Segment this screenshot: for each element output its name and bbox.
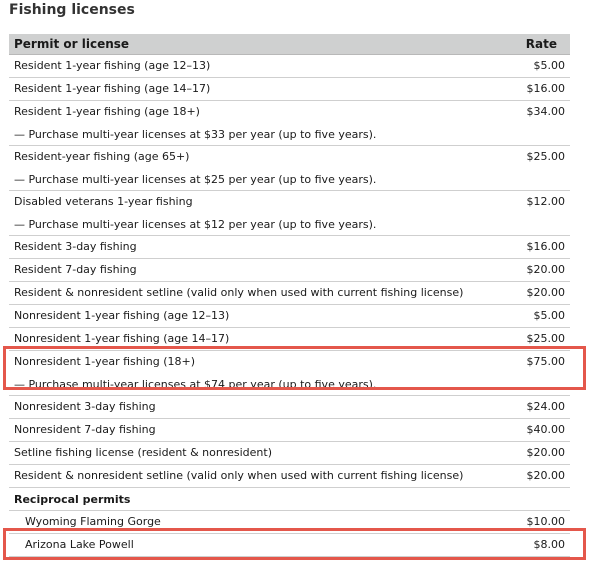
table-row: [9, 465, 570, 488]
fishing-license-table: [9, 34, 570, 557]
table-row-highlighted: [9, 351, 570, 396]
table-row: [9, 305, 570, 328]
license-rate: $20.00: [526, 263, 565, 276]
license-name: Resident & nonresident setline (valid only when used with current fishing license): [14, 286, 464, 299]
license-rate: $16.00: [526, 240, 565, 253]
license-rate: $12.00: [526, 195, 565, 208]
license-rate: $5.00: [533, 309, 565, 322]
page-title: Fishing licenses: [9, 2, 135, 18]
table-row: [9, 282, 570, 305]
table-row: [9, 78, 570, 101]
table-row: [9, 328, 570, 351]
license-name: Resident-year fishing (age 65+): [14, 150, 190, 163]
license-rate: $20.00: [526, 446, 565, 459]
table-row: [9, 146, 570, 191]
license-name: Setline fishing license (resident & nonresident): [14, 446, 273, 459]
license-name: Resident 7-day fishing: [14, 263, 137, 276]
license-rate: $5.00: [533, 59, 565, 72]
table-row: [9, 419, 570, 442]
section-heading: Reciprocal permits: [9, 488, 570, 511]
license-rate: $16.00: [526, 82, 565, 95]
license-rate: $20.00: [526, 469, 565, 482]
license-note: — Purchase multi-year licenses at $74 per year (up to five years).: [14, 377, 377, 391]
table-row: [9, 101, 570, 146]
rate-column-header: Rate: [525, 37, 557, 51]
license-note: — Purchase multi-year licenses at $12 per year (up to five years).: [14, 217, 377, 231]
license-rate: $24.00: [526, 400, 565, 413]
table-row: [9, 259, 570, 282]
license-rate: $25.00: [526, 332, 565, 345]
license-note: — Purchase multi-year licenses at $33 per year (up to five years).: [14, 127, 377, 141]
license-rate: $40.00: [526, 423, 565, 436]
license-name: Resident 3-day fishing: [14, 240, 137, 253]
table-row: [9, 511, 570, 534]
license-name: Nonresident 1-year fishing (age 12–13): [14, 309, 230, 322]
license-name: Nonresident 1-year fishing (age 14–17): [14, 332, 230, 345]
license-name: Resident 1-year fishing (age 14–17): [14, 82, 211, 95]
license-rate: $20.00: [526, 286, 565, 299]
permit-column-header: Permit or license: [14, 37, 130, 51]
license-name: Nonresident 7-day fishing: [14, 423, 156, 436]
table-row: [9, 55, 570, 78]
license-name: Nonresident 3-day fishing: [14, 400, 156, 413]
table-row: [9, 442, 570, 465]
table-row: [9, 236, 570, 259]
license-rate: $75.00: [526, 355, 565, 368]
permit-name: Wyoming Flaming Gorge: [25, 515, 161, 528]
permit-rate: $10.00: [526, 515, 565, 528]
table-row-highlighted: [9, 534, 570, 557]
table-row: [9, 191, 570, 236]
license-name: Resident 1-year fishing (age 12–13): [14, 59, 211, 72]
permit-rate: $8.00: [533, 538, 565, 551]
license-name: Resident & nonresident setline (valid only when used with current fishing license): [14, 469, 464, 482]
table-header: [9, 34, 570, 55]
license-name: Resident 1-year fishing (age 18+): [14, 105, 200, 118]
license-rate: $25.00: [526, 150, 565, 163]
table-row: [9, 396, 570, 419]
license-rate: $34.00: [526, 105, 565, 118]
license-name: Nonresident 1-year fishing (18+): [14, 355, 196, 368]
permit-name: Arizona Lake Powell: [25, 538, 134, 551]
license-name: Disabled veterans 1-year fishing: [14, 195, 193, 208]
license-note: — Purchase multi-year licenses at $25 per year (up to five years).: [14, 172, 377, 186]
